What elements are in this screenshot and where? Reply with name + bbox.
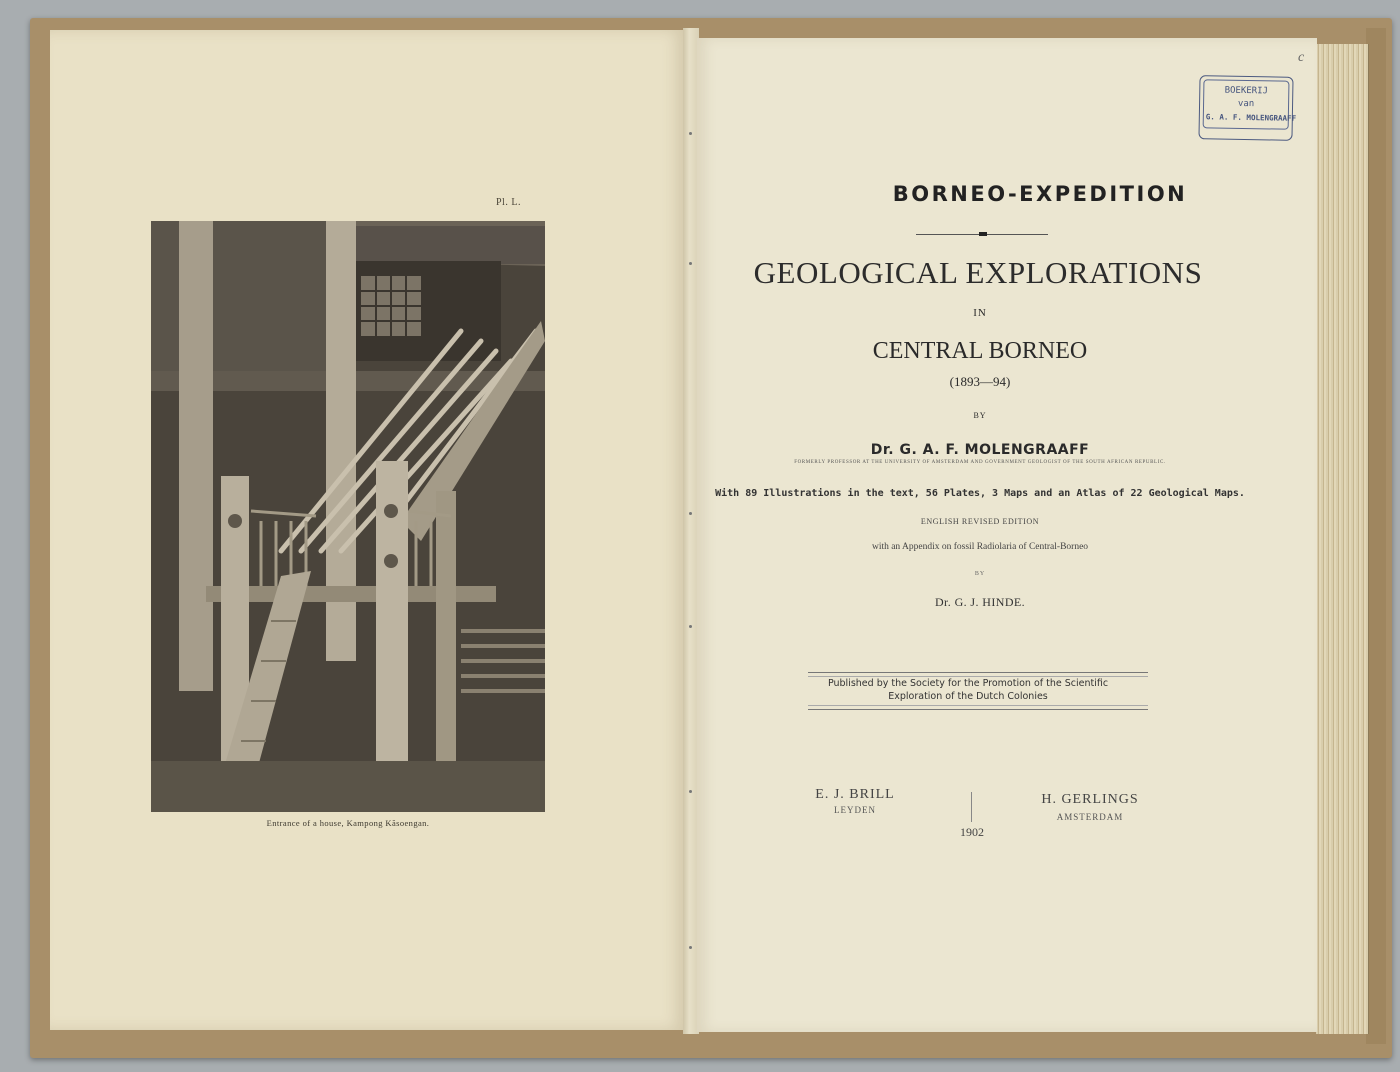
stamp-line-2: van bbox=[1237, 98, 1255, 110]
appendix-note: with an Appendix on fossil Radiolaria of Central-Borneo bbox=[871, 542, 1089, 552]
publisher-right: H. GERLINGS bbox=[1041, 792, 1139, 807]
title-in: IN bbox=[973, 307, 987, 319]
subtitle: CENTRAL BORNEO bbox=[872, 338, 1088, 364]
ownership-stamp bbox=[1198, 75, 1297, 141]
photo-caption: Entrance of a house, Kampong Kăsoengan. bbox=[266, 818, 430, 828]
coauthor: Dr. G. J. HINDE. bbox=[934, 595, 1026, 609]
publication-year: 1902 bbox=[960, 825, 984, 839]
publisher-left: E. J. BRILL bbox=[815, 787, 895, 802]
by-label: BY bbox=[973, 411, 987, 420]
published-by-line-1: Published by the Society for the Promotion of the Scientific bbox=[827, 678, 1109, 689]
book-cover-edge bbox=[1366, 28, 1386, 1044]
author: Dr. G. A. F. MOLENGRAAFF bbox=[870, 442, 1090, 458]
imprint-divider bbox=[971, 792, 972, 822]
series-title: BORNEO-EXPEDITION bbox=[892, 182, 1188, 206]
city-left: LEYDEN bbox=[834, 805, 876, 815]
published-by-line-2: Exploration of the Dutch Colonies bbox=[888, 691, 1048, 702]
illustrations-note: With 89 Illustrations in the text, 56 Plates, 3 Maps and an Atlas of 22 Geological Maps. bbox=[715, 488, 1245, 499]
by-label-2: BY bbox=[974, 571, 986, 577]
corner-pencil-mark: c bbox=[1298, 50, 1305, 65]
author-affiliation: FORMERLY PROFESSOR AT THE UNIVERSITY OF AMSTERDAM AND GOVERNMENT GEOLOGIST OF THE SOUTH AFRICAN REPUBLIC. bbox=[794, 460, 1166, 465]
stamp-line-3: G. A. F. MOLENGRAAFF bbox=[1205, 112, 1297, 123]
frontispiece-photo bbox=[151, 221, 545, 812]
years: (1893—94) bbox=[949, 374, 1011, 389]
stamp-line-1: BOEKERIJ bbox=[1224, 85, 1269, 97]
title-rule-ornament bbox=[979, 232, 987, 236]
plate-label: Pl. L. bbox=[496, 197, 521, 208]
edition-note: ENGLISH REVISED EDITION bbox=[920, 517, 1040, 526]
city-right: AMSTERDAM bbox=[1056, 812, 1124, 822]
main-title: GEOLOGICAL EXPLORATIONS bbox=[753, 255, 1203, 290]
